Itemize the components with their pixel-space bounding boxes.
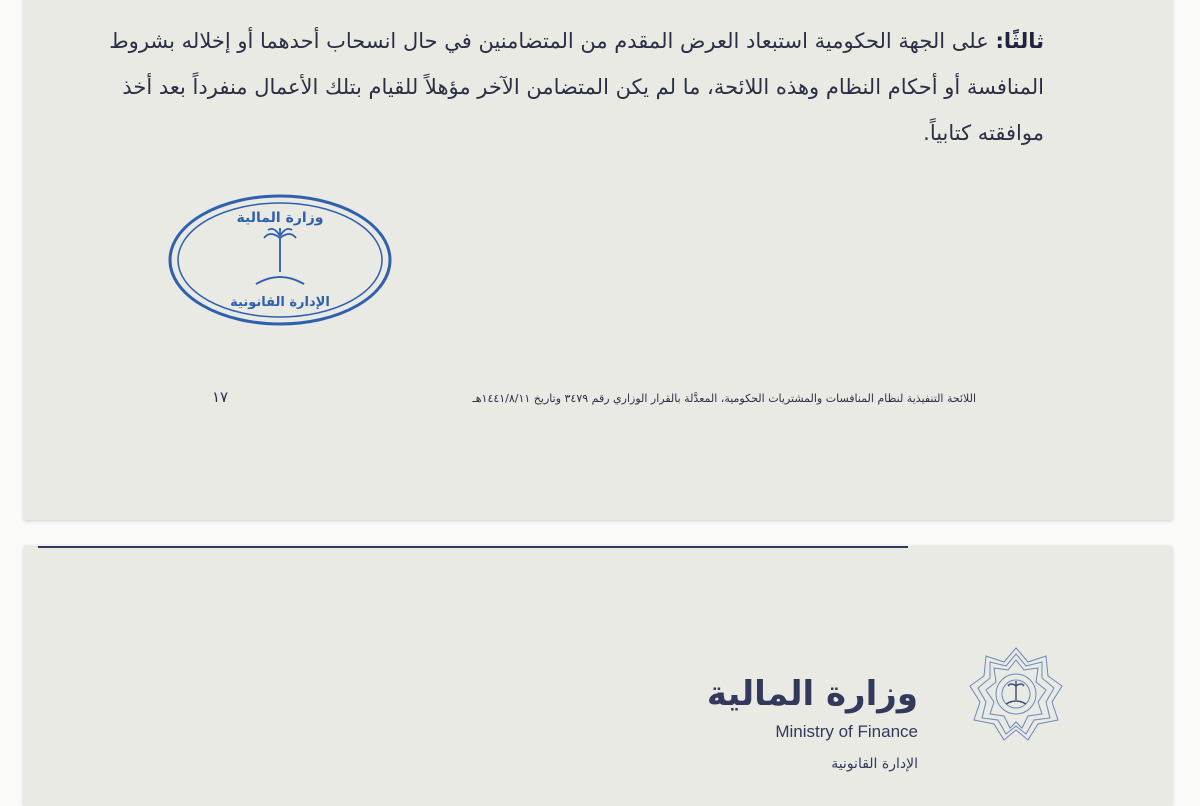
page-number: ١٧ bbox=[212, 388, 229, 406]
department-name: الإدارة القانونية bbox=[831, 756, 918, 772]
stamp-line-top: وزارة المالية bbox=[236, 210, 324, 226]
article-paragraph bbox=[84, 18, 1044, 156]
upper-document-page bbox=[24, 0, 1172, 520]
ministry-name-arabic: وزارة المالية bbox=[706, 674, 918, 714]
palm-swords-icon bbox=[256, 228, 304, 284]
header-rule bbox=[38, 546, 908, 548]
page-footer: اللائحة التنفيذية لنظام المنافسات والمشتريات الحكومية، المعدَّلة بالقرار الوزاري رقم ٣٤٧٩ وتاريخ ١٤٤١/٨/١١هـ bbox=[472, 392, 976, 405]
paragraph-lead: ثالثًا: bbox=[995, 29, 1044, 53]
ministry-logo bbox=[706, 644, 1156, 794]
stamp-line-bottom: الإدارة القانونية bbox=[230, 295, 330, 310]
ministry-emblem-icon bbox=[966, 644, 1066, 744]
lower-document-page bbox=[24, 546, 1172, 806]
ministry-stamp bbox=[166, 192, 394, 328]
ministry-name-english: Ministry of Finance bbox=[775, 722, 918, 741]
paragraph-body: على الجهة الحكومية استبعاد العرض المقدم من المتضامنين في حال انسحاب أحدهما أو إخلاله بشروط المنافسة أو أحكام النظام وهذه اللائحة، ما لم يكن المتضامن الآخر مؤهلاً للقيام بتلك الأعمال منفرداً بعد أخذ موافقته كتابياً. bbox=[109, 29, 1044, 145]
